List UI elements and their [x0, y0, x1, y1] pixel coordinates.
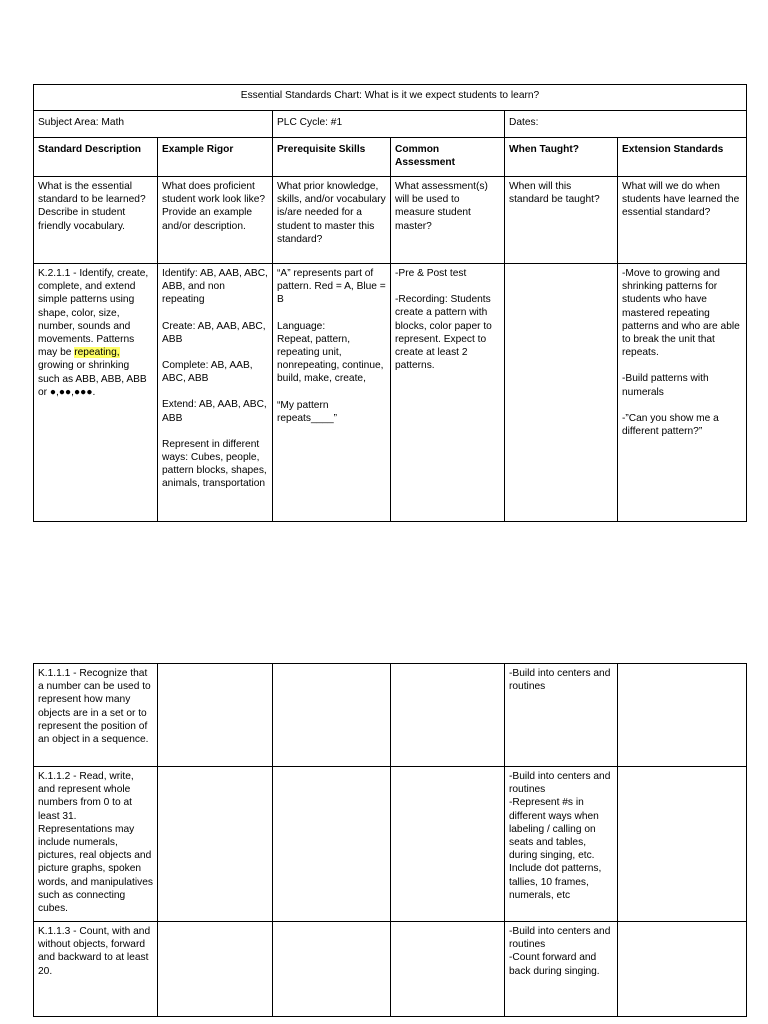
standard-k1-1-2: K.1.1.2 - Read, write, and represent whole numbers from 0 to at least 31. Representations may include numerals, pictures, real objects and picture graphs, spoken words, and manipulatives such as connecting cubes.: [34, 767, 158, 922]
rigor-identify: Identify: AB, AAB, ABC, ABB, and non repeating: [162, 268, 268, 306]
when-taught-cell: [505, 264, 618, 522]
empty-cell: [158, 664, 273, 767]
empty-cell: [618, 922, 747, 1017]
empty-cell: [158, 767, 273, 922]
essential-standards-chart: [33, 84, 747, 522]
empty-cell: [273, 922, 391, 1017]
standard-text: K.2.1.1 - Identify, create, complete, and extend simple patterns using shape, color, size, number, sounds and movements. Patterns may be: [38, 268, 149, 359]
standard-text-cont: growing or shrinking such as ABB, ABB, ABB or ●,●●,●●●.: [38, 360, 147, 398]
empty-cell: [391, 767, 505, 922]
assessment-recording: -Recording: Students create a pattern with blocks, color paper to represent. Expect to create at least 2 patterns.: [395, 294, 492, 372]
rigor-create: Create: AB, AAB, ABC, ABB: [162, 320, 266, 345]
prereq-sentence-frame: “My pattern repeats____”: [277, 399, 338, 424]
header-example-rigor: Example Rigor: [158, 138, 273, 177]
standard-k1-1-1: K.1.1.1 - Recognize that a number can be used to represent how many objects are in a set or to represent the position of an object in a sequence.: [34, 664, 158, 767]
prereq-language: Language: Repeat, pattern, repeating unit, nonrepeating, continue, build, make, create,: [277, 320, 384, 385]
empty-cell: [391, 922, 505, 1017]
header-prerequisite-skills: Prerequisite Skills: [273, 138, 391, 177]
question-example-rigor: What does proficient student work look like? Provide an example and/or description.: [158, 177, 273, 264]
question-extension-standards: What will we do when students have learned the essential standard?: [618, 177, 747, 264]
empty-cell: [273, 767, 391, 922]
extension-growing: -Move to growing and shrinking patterns for students who have mastered repeating patterns and who are able to break the unit that repeats.: [622, 268, 740, 359]
example-rigor-cell: [158, 264, 273, 522]
rigor-complete: Complete: AB, AAB, ABC, ABB: [162, 360, 253, 385]
standards-continued-table: [33, 663, 747, 1017]
empty-cell: [618, 664, 747, 767]
prerequisite-skills-cell: [273, 264, 391, 522]
empty-cell: [273, 664, 391, 767]
dates: Dates:: [505, 111, 747, 138]
header-standard-description: Standard Description: [34, 138, 158, 177]
subject-area: Subject Area: Math: [34, 111, 273, 138]
when-taught-k1-1-2: [505, 767, 618, 922]
rigor-extend: Extend: AB, AAB, ABC, ABB: [162, 399, 267, 424]
rigor-represent: Represent in different ways: Cubes, people, pattern blocks, shapes, animals, transportation: [162, 438, 267, 490]
when-taught-k1-1-1: [505, 664, 618, 767]
when-text: -Build into centers and routines -Represent #s in different ways when labeling / calling on seats and tables, during singing, etc. Include dot patterns, tallies, 10 frames, numerals, etc: [509, 771, 611, 901]
empty-cell: [391, 664, 505, 767]
common-assessment-cell: [391, 264, 505, 522]
extension-question: -”Can you show me a different pattern?”: [622, 412, 719, 438]
header-when-taught: When Taught?: [505, 138, 618, 177]
standard-k2-1-1: [34, 264, 158, 522]
prereq-pattern-part: “A” represents part of pattern. Red = A, Blue = B: [277, 268, 386, 306]
question-prerequisite-skills: What prior knowledge, skills, and/or vocabulary is/are needed for a student to master this standard?: [273, 177, 391, 264]
question-standard-description: What is the essential standard to be learned? Describe in student friendly vocabulary.: [34, 177, 158, 264]
header-extension-standards: Extension Standards: [618, 138, 747, 177]
when-text: -Build into centers and routines: [509, 668, 611, 693]
question-when-taught: When will this standard be taught?: [505, 177, 618, 264]
when-taught-k1-1-3: [505, 922, 618, 1017]
extension-numerals: -Build patterns with numerals: [622, 373, 709, 398]
chart-title: Essential Standards Chart: What is it we expect students to learn?: [34, 85, 747, 111]
question-common-assessment: What assessment(s) will be used to measure student master?: [391, 177, 505, 264]
standard-k1-1-3: K.1.1.3 - Count, with and without objects, forward and backward to at least 20.: [34, 922, 158, 1017]
extension-standards-cell: [618, 264, 747, 522]
header-common-assessment: Common Assessment: [391, 138, 505, 177]
when-text: -Build into centers and routines -Count forward and back during singing.: [509, 926, 611, 977]
highlighted-text: repeating,: [74, 347, 120, 359]
plc-cycle: PLC Cycle: #1: [273, 111, 505, 138]
empty-cell: [618, 767, 747, 922]
empty-cell: [158, 922, 273, 1017]
assessment-pre-post: -Pre & Post test: [395, 268, 467, 279]
